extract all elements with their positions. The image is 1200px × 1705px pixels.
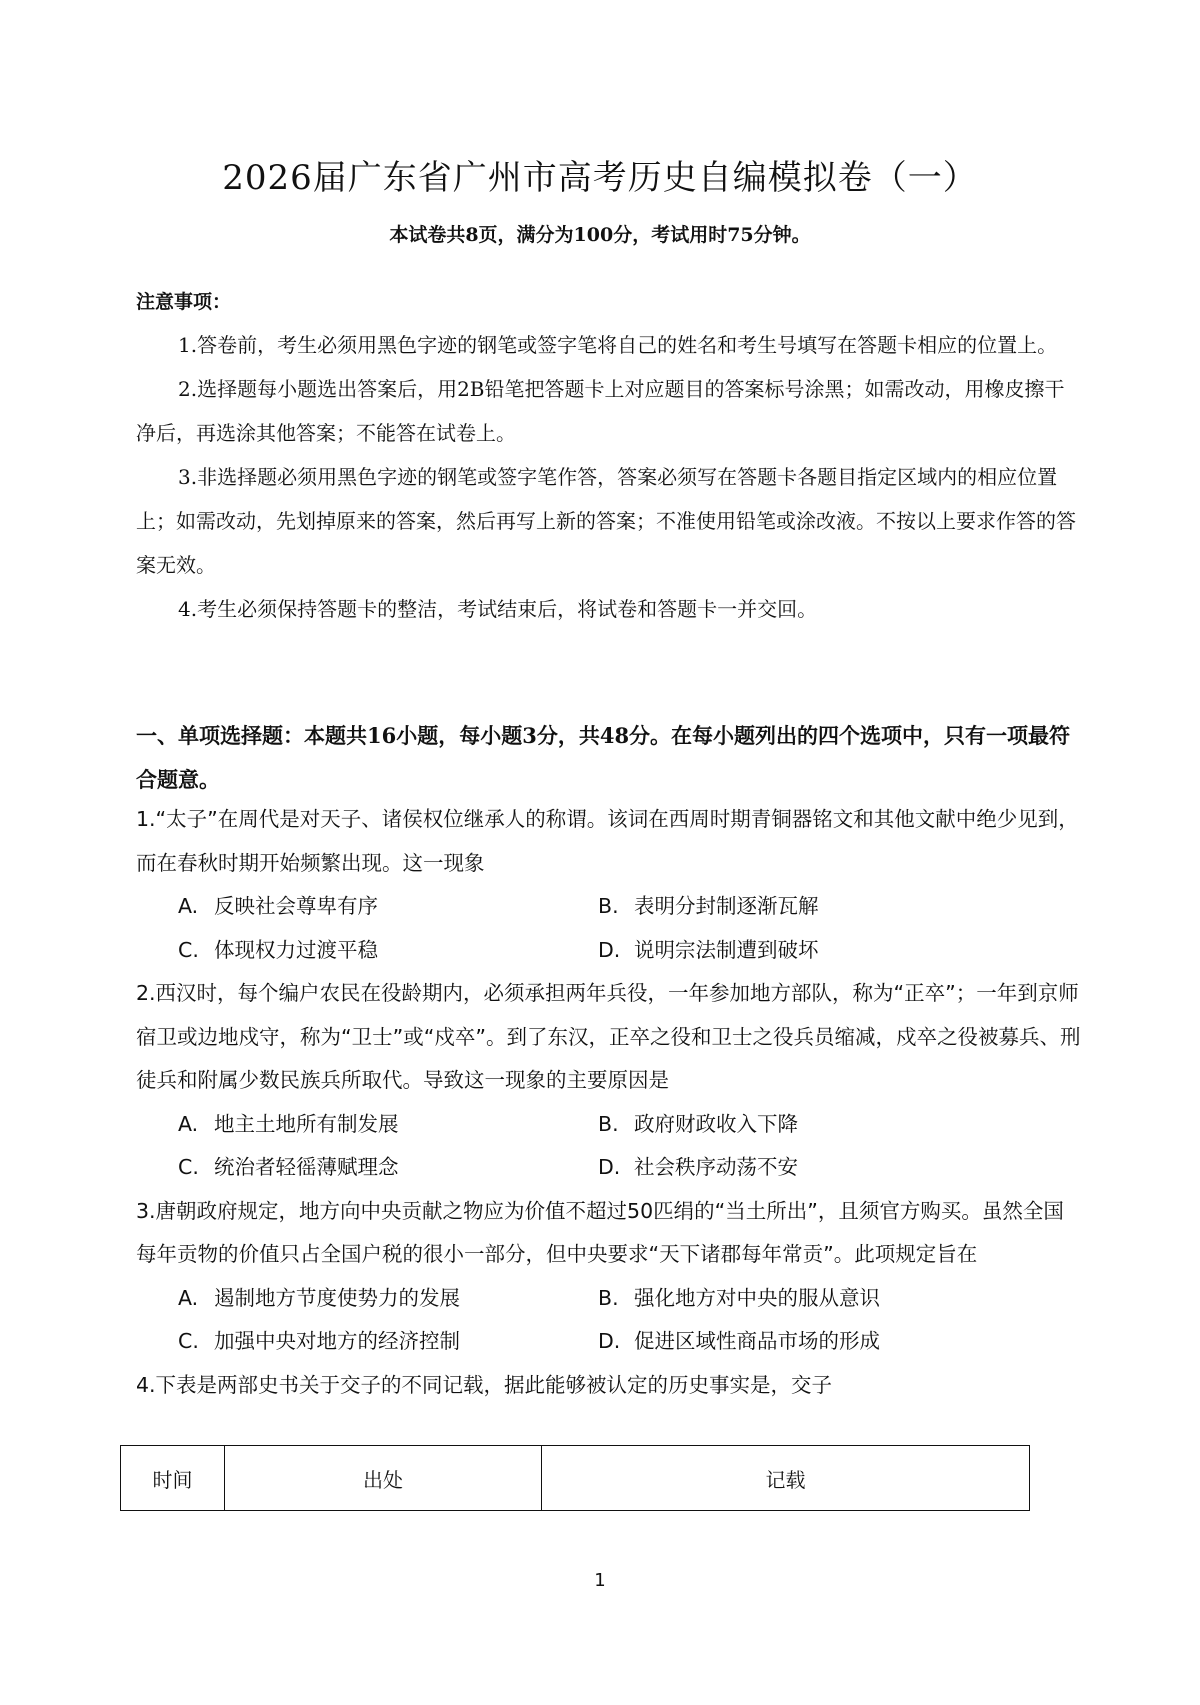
- question-stem: 2.西汉时，每个编户农民在役龄期内，必须承担两年兵役，一年参加地方部队，称为“正卒”；一年到京师宿卫或边地戍守，称为“卫士”或“戍卒”。到了东汉，正卒之役和卫士之役兵员缩减，戍卒之役被募兵、刑徒兵和附属少数民族兵所取代。导致这一现象的主要原因是: [136, 981, 1081, 1092]
- page-number: 1: [594, 1570, 606, 1591]
- option-d: D. 说明宗法制遭到破坏: [598, 937, 819, 962]
- record-table: [120, 1445, 1030, 1511]
- option-c: C. 加强中央对地方的经济控制: [178, 1329, 460, 1353]
- question-options: [136, 1103, 1081, 1190]
- section-heading: 一、单项选择题：本题共16小题，每小题3分，共48分。在每小题列出的四个选项中，只有一项最符合题意。: [136, 723, 1071, 792]
- question-stem: 1.“太子”在周代是对天子、诸侯权位继承人的称谓。该词在西周时期青铜器铭文和其他文献中绝少见到，而在春秋时期开始频繁出现。这一现象: [136, 807, 1079, 875]
- option-d: D. 社会秩序动荡不安: [598, 1155, 798, 1179]
- option-a: A. 遏制地方节度使势力的发展: [178, 1285, 460, 1310]
- question-stem: 3.唐朝政府规定，地方向中央贡献之物应为价值不超过50匹绢的“当土所出”，且须官方购买。虽然全国每年贡物的价值只占全国户税的很小一部分，但中央要求“天下诸郡每年常贡”。此项规定旨在: [136, 1198, 1064, 1266]
- question-list: [136, 798, 1081, 1407]
- table-header-source: 出处: [225, 1446, 542, 1510]
- option-c: C. 统治者轻徭薄赋理念: [178, 1155, 399, 1179]
- note-item: 2.选择题每小题选出答案后，用2B铅笔把答题卡上对应题目的答案标号涂黑；如需改动，用橡皮擦干净后，再选涂其他答案；不能答在试卷上。: [136, 377, 1065, 445]
- notes-heading: 注意事项：: [136, 291, 232, 313]
- note-item: 4.考生必须保持答题卡的整洁，考试结束后，将试卷和答题卡一并交回。: [178, 597, 818, 621]
- option-a: A. 地主土地所有制发展: [178, 1111, 399, 1136]
- exam-title: 2026届广东省广州市高考历史自编模拟卷（一）: [222, 158, 978, 198]
- option-a: A. 反映社会尊卑有序: [178, 894, 378, 918]
- note-item: 1.答卷前，考生必须用黑色字迹的钢笔或签字笔将自己的姓名和考生号填写在答题卡相应的位置上。: [178, 333, 1058, 357]
- option-b: B. 强化地方对中央的服从意识: [598, 1285, 880, 1310]
- table-header-record: 记载: [765, 1467, 806, 1492]
- option-b: B. 表明分封制逐渐瓦解: [598, 894, 819, 918]
- option-d: D. 促进区域性商品市场的形成: [598, 1329, 880, 1353]
- note-item: 3.非选择题必须用黑色字迹的钢笔或签字笔作答，答案必须写在答题卡各题目指定区域内的相应位置上；如需改动，先划掉原来的答案，然后再写上新的答案；不准使用铅笔或涂改液。不按以上要求作答的答案无效。: [136, 465, 1076, 577]
- table-header-time: 时间: [121, 1446, 225, 1510]
- option-c: C. 体现权力过渡平稳: [178, 937, 378, 962]
- question-options: [136, 885, 1081, 972]
- option-b: B. 政府财政收入下降: [598, 1111, 798, 1136]
- exam-subtitle: 本试卷共8页，满分为100分，考试用时75分钟。: [389, 224, 811, 246]
- notes-list: [136, 323, 1076, 631]
- question-stem: 4.下表是两部史书关于交子的不同记载，据此能够被认定的历史事实是，交子: [136, 1372, 833, 1397]
- question-options: [136, 1277, 1081, 1364]
